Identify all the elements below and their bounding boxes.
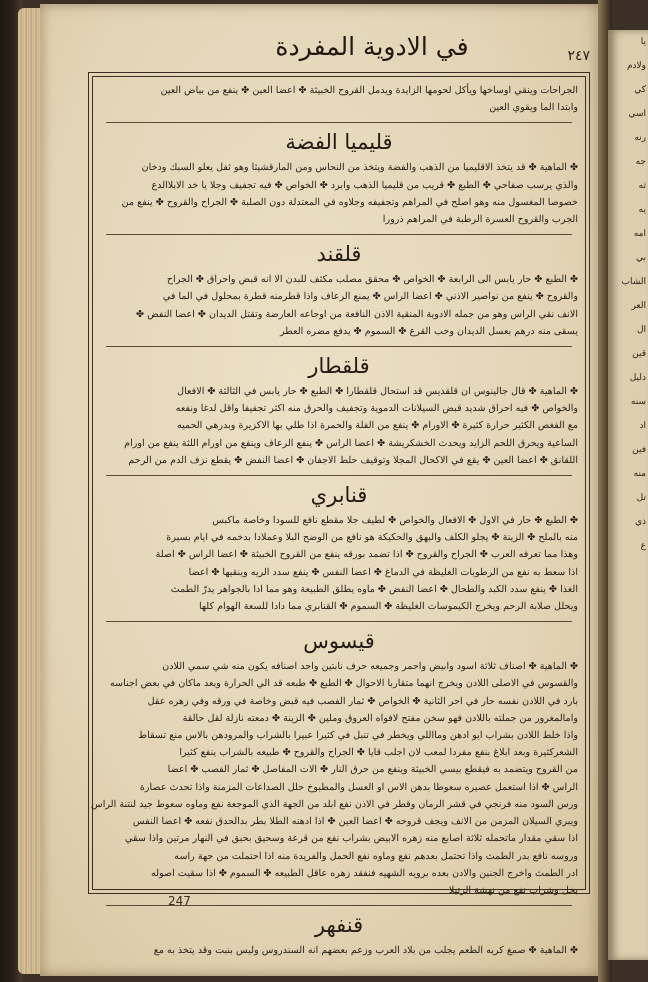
text-line: الشعركثيرة وبعد ابلاغ بنفع مفردا لمعب لان اجلب قايا ✤ الجراح والقروح ✤ طبيعه بالشراب ينفع كثيرا <box>179 747 578 759</box>
text-line: والخواص ✤ فيه احراق شديد قبض السيلانات الدموية وتجفيف والحرق منه اكثر تجفيفا واقل لدغا ونفعه <box>175 403 578 415</box>
text-line: ✤ الماهية ✤ اصناف ثلاثة اسود وابيض واحمر وجميعه حرف نابتين واحد اصنافه يكون منه شي سمي اللادن <box>162 661 578 673</box>
running-title: في الادوية المفردة <box>275 32 469 61</box>
facing-text-fragment: ثه <box>638 181 646 191</box>
text-line: ✤ الماهية ✤ قد يتخذ الاقليميا من الذهب والفضة ويتخذ من النحاس ومن المارقشيثا وهو ثفل يعلو السبك ودخان <box>141 162 578 174</box>
facing-page-edge <box>608 30 648 960</box>
section-heading: قنفهر <box>314 913 364 938</box>
text-line: وامالمغرور من جملته باللادن فهو سخن مفتح لافواه العروق وملين ✤ الزينة ✤ دمعته نازلة لقل حالقة <box>182 712 578 724</box>
facing-text-fragment: فين <box>632 445 646 455</box>
facing-text-fragment: ع <box>640 541 646 551</box>
facing-text-fragment: رنه <box>634 133 646 143</box>
section-heading: قليميا الفضة <box>285 130 393 155</box>
text-line: يسقى منه درهم بعسل الديدان وحب القرع ✤ السموم ✤ يدفع مضره العطر <box>279 325 578 337</box>
text-line: خصوصا المغسول منه وهو اصلح في المراهم وتجفيفه وجلاوه في المعتدلة دون الصلبة ✤ الجراح والقروح ✤ ينفع من <box>121 196 578 208</box>
section-divider <box>106 116 572 123</box>
facing-text-fragment: يه <box>638 205 646 215</box>
facing-text-fragment: ولادم <box>626 61 646 71</box>
text-line: منه بالملح ✤ الزينة ✤ يجلو الكلف والبهق والحكيكة هو نافع من الوضح البلا وعملادا بدخمه في ايام بسيرة <box>166 532 578 544</box>
text-line: ويحلل صلابة الرحم ويخرج الكيموسات الغليظة ✤ السموم ✤ القنابري مما دادا للسعة الهوام كلها <box>198 601 578 613</box>
text-line: واذا خلط اللادن بشراب ايو ادهن ومااللي ويخطر في تنبل في كثيرا عبيرا بالشراب والمرودهن بالاس منع تسقاط <box>138 730 578 742</box>
facing-text-fragment: اد <box>639 421 646 431</box>
text-line: الساعية ويحرق اللحم الزايد ويحدث الخشكريشة ✤ اعضا الراس ✤ ينفع الرعاف وينفع من اورام اللثة ينفع من اورام <box>124 437 578 449</box>
facing-text-fragment: ذي <box>634 517 646 527</box>
text-line: ✤ الطبع ✤ حار يابس الى الرابعة ✤ الخواص ✤ محقق مصلب مكثف للبدن الا انه قبض واحراق ✤ الجراح <box>166 274 578 286</box>
text-line: الانف نقي الراس وهو من جمله الادوية المنقية الاذن النافعة من اوجاعه العارضة وتقتل الديدان ✤ اعضا النفض ✤ <box>136 308 578 320</box>
section-divider <box>106 340 572 347</box>
text-line: والقسوس في الاصلى اللادن ويخرج انهما متقاربا الاحوال ✤ الطبع ✤ طبعه قد الي الحرارة وبعد ماكان في بعض اجناسه <box>109 678 578 690</box>
section-divider <box>106 615 572 622</box>
facing-text-fragment: الشاب <box>621 277 646 287</box>
facing-text-fragment: قين <box>632 349 646 359</box>
text-line: ويبري السيلان المزمن من الانف ويجف قروحه ✤ اعضا العين ✤ اذا ادهنه الطلا بطر بدالحدق نفعه ✤ اعضا النفس <box>132 816 578 828</box>
main-text <box>91 82 578 959</box>
facing-text-fragment: تل <box>636 493 646 503</box>
page-number-arabic: ٢٤٧ <box>567 48 590 64</box>
text-line: مع الفغص الكثير حرارة كثيرة ✤ الاورام ✤ ينفع من الفلة والحمرة اذا طلي بها الاكزيرة وبدرهي الحميه <box>176 420 578 432</box>
text-line: الغذا ✤ ينفع سدد الكبد والطحال ✤ اعضا النفض ✤ ماوه يطلق الطبيعة وهو مما ادا بالجواهر يدرّ الطمث <box>170 583 578 595</box>
facing-text-fragment: امه <box>633 229 646 239</box>
text-line: ورس السود منه فرنجي في قشر الرمان وقطر في الاذن نفع ابلد من الجهة الذي الموجعة نفع وماوه سعوط جيد لنتنة الراس <box>91 798 578 810</box>
text-line: اللقانق ✤ اعضا العين ✤ يقع في الاكحال المجلا وتوقيف حلط الاجفان ✤ اعضا النفض ✤ يقطع نزف الدم من الرحم <box>128 454 578 466</box>
section-heading: قنابري <box>310 483 368 508</box>
section-divider <box>106 228 572 235</box>
text-line: بارد في اللادن نفسه حار في احر الثانية ✤ الخواص ✤ ثمار الفصب فيه قبض وخاصة في ورقه وفي زهره عقل <box>147 695 578 707</box>
facing-text-fragment: بي <box>635 253 646 263</box>
page-number-latin: 247 <box>168 894 191 908</box>
section-heading: قلقند <box>316 242 362 267</box>
text-line: وهذا مما تعرفه العرب ✤ الجراح والقروح ✤ اذا تضمد بورقه ينفع من القروح الخبيثة ✤ اعضا الراس ✤ اصلة <box>155 549 578 561</box>
facing-text-fragment: جه <box>635 157 646 167</box>
facing-text-fragment: منه <box>633 469 646 479</box>
text-line: بخل وشراب نفع من نهشة الرتيلا <box>448 884 578 896</box>
text-line: والقروح ✤ ينفع من نواصير الاذني ✤ اعضا الراس ✤ يمنع الرعاف واذا قطرمنه قطرة بمحلول في الما في <box>162 291 578 303</box>
section-divider <box>106 469 572 476</box>
text-line: ✤ الماهية ✤ قال جالينوس ان قلقديس قد استحال قلقطارا ✤ الطبع ✤ حار يابس في الثالثة ✤ الافعال <box>177 386 578 398</box>
text-line: من القروح ويتضمد به فيقطع بيسي الخبيثة وينفع من حرق النار ✤ الات المفاصل ✤ ثمار الفصب ✤ اعضا <box>167 764 578 776</box>
facing-text-fragment: يا <box>640 37 646 47</box>
text-line: الجراحات وينقي اوساخها ويأكل لحومها الزايدة ويدمل القروح الخبيثة ✤ اعضا العين ✤ ينفع من بياض العين <box>160 85 578 96</box>
text-line: وروسه نافع بدر الطمث واذا تحتمل بعدهم نفع وماوه نفع الحمل والفريدة منه اذا احتملت من جهة راسه <box>174 850 578 862</box>
text-line: الجرب والقروح العسرة الرطبة في المراهم ذرورا <box>382 214 578 226</box>
page-header <box>92 30 592 74</box>
facing-text-fragment: دليل <box>629 373 646 383</box>
text-line: وابتدا الما ويقوي العين <box>489 102 578 114</box>
text-line: ادر الطمث واخرج الجنين والادن بعده برويه الشهيه فنفقد زهره عاقل الطبيعه ✤ السموم ✤ اذا سقيت اصوله <box>151 867 578 879</box>
text-line: اذا سعط به نفع من الرطوبات الغليظة في الدماغ ✤ اعضا النفس ✤ ينفع سدد الريه وينقيها ✤ اعضا <box>188 566 578 578</box>
text-line: ✤ الماهية ✤ صمغ كريه الطعم يجلب من بلاد العرب وزعم بعضهم انه السندروس وليس بنبت وقد يتخذ به مع <box>153 945 578 957</box>
text-line: والذي يرسب صفاحي ✤ الطبع ✤ قريب من قليميا الذهب وابرد ✤ الخواص ✤ فيه تجفيف وجلا يا خد الابلاالدع <box>151 179 578 191</box>
section-heading: قلقطار <box>308 354 370 379</box>
text-line: اذا سقي مقدار ماتحمله ثلاثة اصابع منه زهره الابيض بشراب نفع من قرعة وسحيق بحبق في النهار مرتين واذا سقي <box>125 833 578 845</box>
text-line: الراس ✤ اذا استعمل عصيره سعوطا بدهن الاس او العسل والمطبوخ حلل الصداعات المزمنة واذا تحدث عصارة <box>139 781 578 793</box>
facing-text-fragment: سنه <box>630 397 646 407</box>
facing-text-fragment: العر <box>631 301 646 311</box>
text-line: ✤ الطبع ✤ حار في الاول ✤ الافعال والخواص ✤ لطيف جلا مقطع نافع للسودا وخاصة ماكبس <box>212 515 578 527</box>
facing-text-fragment: كي <box>634 85 646 95</box>
facing-text-fragment: اسي <box>628 109 646 119</box>
facing-text-fragment: ال <box>636 325 646 335</box>
section-heading: قيسوس <box>303 629 375 654</box>
